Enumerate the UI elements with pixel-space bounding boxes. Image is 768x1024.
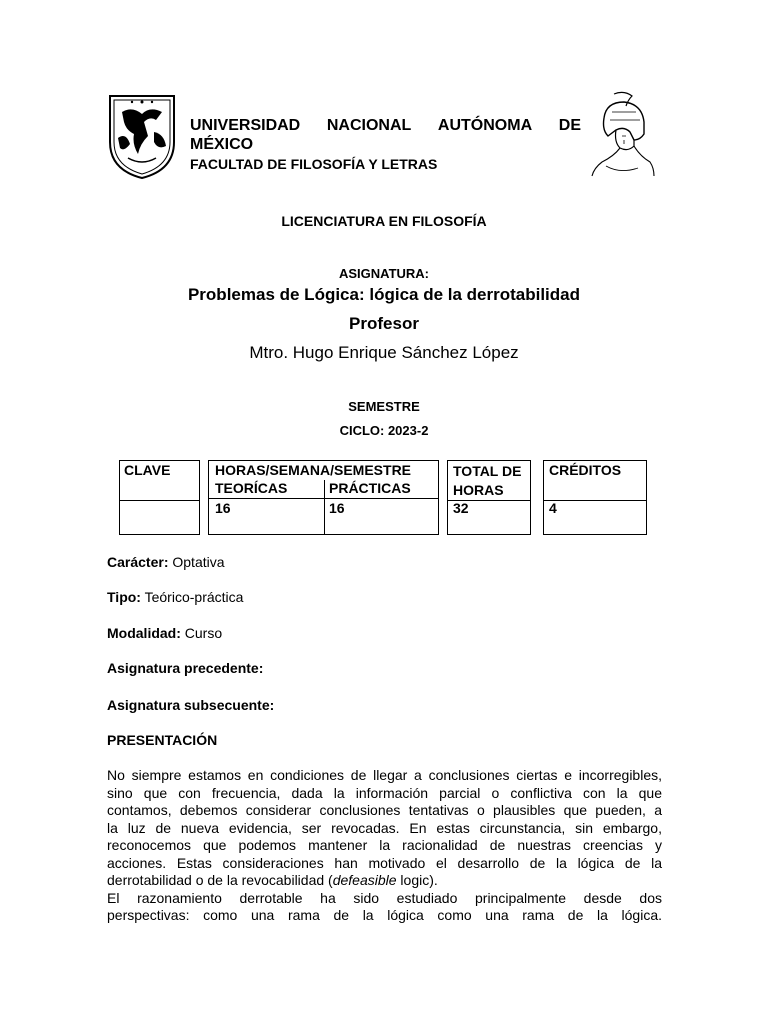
paragraph-line: El razonamiento derrotable ha sido estudiado principalmente desde dos [107,889,662,906]
course-label: ASIGNATURA: [338,266,430,281]
credits-box [543,460,647,535]
modalidad-value: Curso [184,625,223,641]
clave-box [119,460,200,535]
paragraph-line: acciones. Estas consideraciones han motivado el desarrollo de la lógica de la [107,854,662,871]
university-word: DE [558,117,581,134]
credits-label: CRÉDITOS [549,462,622,478]
paragraph-line: No siempre estamos en condiciones de llegar a conclusiones ciertas e incorregibles, [107,767,662,783]
text-run: derrotabilidad o de la revocabilidad ( [107,872,333,888]
semester-label: SEMESTRE [348,399,420,414]
theory-label: TEORÍCAS [215,480,288,496]
faculty-name: FACULTAD DE FILOSOFÍA Y LETRAS [190,156,438,172]
paragraph-line: la luz de nueva evidencia, ser revocadas. En estas circunstancia, sin embargo, [107,819,662,836]
subsecuente-label: Asignatura subsecuente: [107,697,275,713]
paragraph-line: perspectivas: como una rama de la lógica como una rama de la lógica. [107,907,662,923]
caracter-field [107,554,225,570]
university-word: NACIONAL [326,117,412,134]
paragraph-line: contamos, debemos considerar conclusiones tentativas o plausibles que pueden, a [107,802,662,818]
program-title: LICENCIATURA EN FILOSOFÍA [281,213,487,229]
clave-label: CLAVE [124,462,171,478]
practice-value: 16 [329,500,345,516]
athena-helmet-icon [584,90,658,178]
tipo-field [107,589,243,605]
presentation-paragraph [107,767,662,925]
modalidad-field [107,625,222,641]
precedente-label: Asignatura precedente: [107,660,264,676]
university-word: UNIVERSIDAD [190,117,301,134]
presentation-heading: PRESENTACIÓN [107,732,218,748]
divider [544,500,646,501]
course-title: Problemas de Lógica: lógica de la derrotabilidad [187,285,581,304]
tipo-label: Tipo: [107,589,141,605]
caracter-value: Optativa [172,554,225,570]
caracter-label: Carácter: [107,554,169,570]
tipo-value: Teórico-práctica [144,589,244,605]
theory-value: 16 [215,500,231,516]
total-hours-box [447,460,531,535]
unam-seal-icon [104,92,180,180]
italic-term: defeasible [332,872,397,888]
paragraph-line [107,872,662,890]
professor-name: Mtro. Hugo Enrique Sánchez López [249,343,519,362]
total-hours-label: TOTAL DE HORAS [453,463,522,498]
professor-label: Profesor [349,314,419,333]
paragraph-line: sino que con frecuencia, dada la información parcial o conflictiva con la que [107,784,662,801]
cycle-label: CICLO: 2023-2 [339,423,429,438]
hours-label: HORAS/SEMANA/SEMESTRE [215,462,412,478]
modalidad-label: Modalidad: [107,625,181,641]
paragraph-line: reconocemos que podemos mantener la racionalidad de nuestras creencias y [107,837,662,853]
text-run: logic). [396,872,438,888]
total-hours-value: 32 [453,500,469,516]
divider [324,480,325,534]
university-name-line2: MÉXICO [190,136,254,153]
hours-box [208,460,439,535]
practice-label: PRÁCTICAS [329,480,411,496]
university-word: AUTÓNOMA [437,117,533,134]
university-name-line1 [190,117,581,135]
credits-value: 4 [549,500,557,516]
divider [120,500,199,501]
